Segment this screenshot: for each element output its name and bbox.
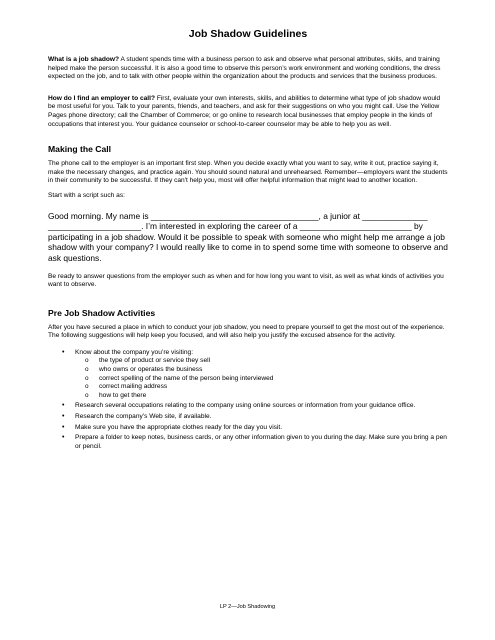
- list-item: • Make sure you have the appropriate clothes ready for the day you visit.: [62, 424, 448, 433]
- sub-list-item: o who owns or operates the business: [85, 366, 448, 375]
- making-call-paragraph: The phone call to the employer is an important first step. When you decide exactly what you want to say, write it out, practice saying it, make the necessary changes, and practice again. You should sound natural and unrehearsed. Remember—employers want the students in their community to be successful. If they can't help you, most will offer helpful information that might lead to another location.: [48, 160, 448, 185]
- heading-pre-job-shadow: Pre Job Shadow Activities: [48, 307, 156, 318]
- answer-what-is-job-shadow: A student spends time with a business person to ask and observe what personal attributes, skills, and training helped make the person successful. It is also a good time to observe this person’s work environment and working conditions, the dress expected on the job, and to talk with other people within the organization about the products and services that the business produces.: [48, 56, 441, 81]
- activities-list: [48, 349, 448, 452]
- sub-list-item: o correct spelling of the name of the person being interviewed: [85, 375, 448, 384]
- question-what-is-job-shadow: What is a job shadow?: [48, 56, 120, 63]
- list-item: • Prepare a folder to keep notes, business cards, or any other information given to you during the day. Make sure you bring a pen or pencil.: [62, 434, 448, 451]
- page-footer: LP 2—Job Shadowing: [219, 604, 276, 610]
- question-find-employer: How do I find an employer to call?: [48, 94, 155, 102]
- list-item: [62, 349, 448, 401]
- know-company-text: Know about the company you’re visiting:: [75, 348, 194, 356]
- page-title: Job Shadow Guidelines: [188, 28, 308, 40]
- document-page: [48, 28, 448, 453]
- intro-paragraph-how: [48, 95, 448, 129]
- list-item: • Research several occupations relating to the company using online sources or information from your guidance office.: [62, 402, 448, 411]
- intro-paragraph-what: [48, 56, 448, 82]
- be-ready-paragraph: Be ready to answer questions from the employer such as when and for how long you want to visit, as well as what kinds of activities you want to observe.: [48, 272, 444, 289]
- sub-list-item: o how to get there: [85, 392, 448, 401]
- sub-list-item: o the type of product or service they sell: [85, 357, 448, 366]
- script-intro-text: Start with a script such as:: [48, 191, 125, 199]
- sub-list-item: o correct mailing address: [85, 383, 448, 392]
- pre-activities-paragraph: After you have secured a place in which to conduct your job shadow, you need to prepare yourself to get the most out of the experience. The following suggestions will help keep you focused, and will also help you justify the excused absence for the activity.: [48, 323, 445, 340]
- answer-find-employer: First, evaluate your own interests, skills, and abilities to determine what type of job shadow would be most useful for you. Talk to your parents, friends, and teachers, and ask for their suggestions on who you might call. Use the Yellow Pages phone directory; call the Chamber of Commerce; or go online to research local businesses that employ people in the kinds of occupations that interest you. Your guidance counselor or school-to-career counselor may be able to help you as well.: [48, 94, 441, 128]
- phone-script: Good morning. My name is ____________________________________, a junior at ______________ ____________________. I’m interested in exploring the career of a ________________________ by participating in a job shadow. Would it be possible to speak with someone who might help me arrange a job shadow with your company? I would really like to come in to spend some time with someone to observe and ask questions.: [48, 210, 448, 263]
- heading-making-the-call: Making the Call: [48, 144, 112, 155]
- list-item: • Research the company’s Web site, if available.: [62, 413, 448, 422]
- company-sublist: [75, 357, 448, 400]
